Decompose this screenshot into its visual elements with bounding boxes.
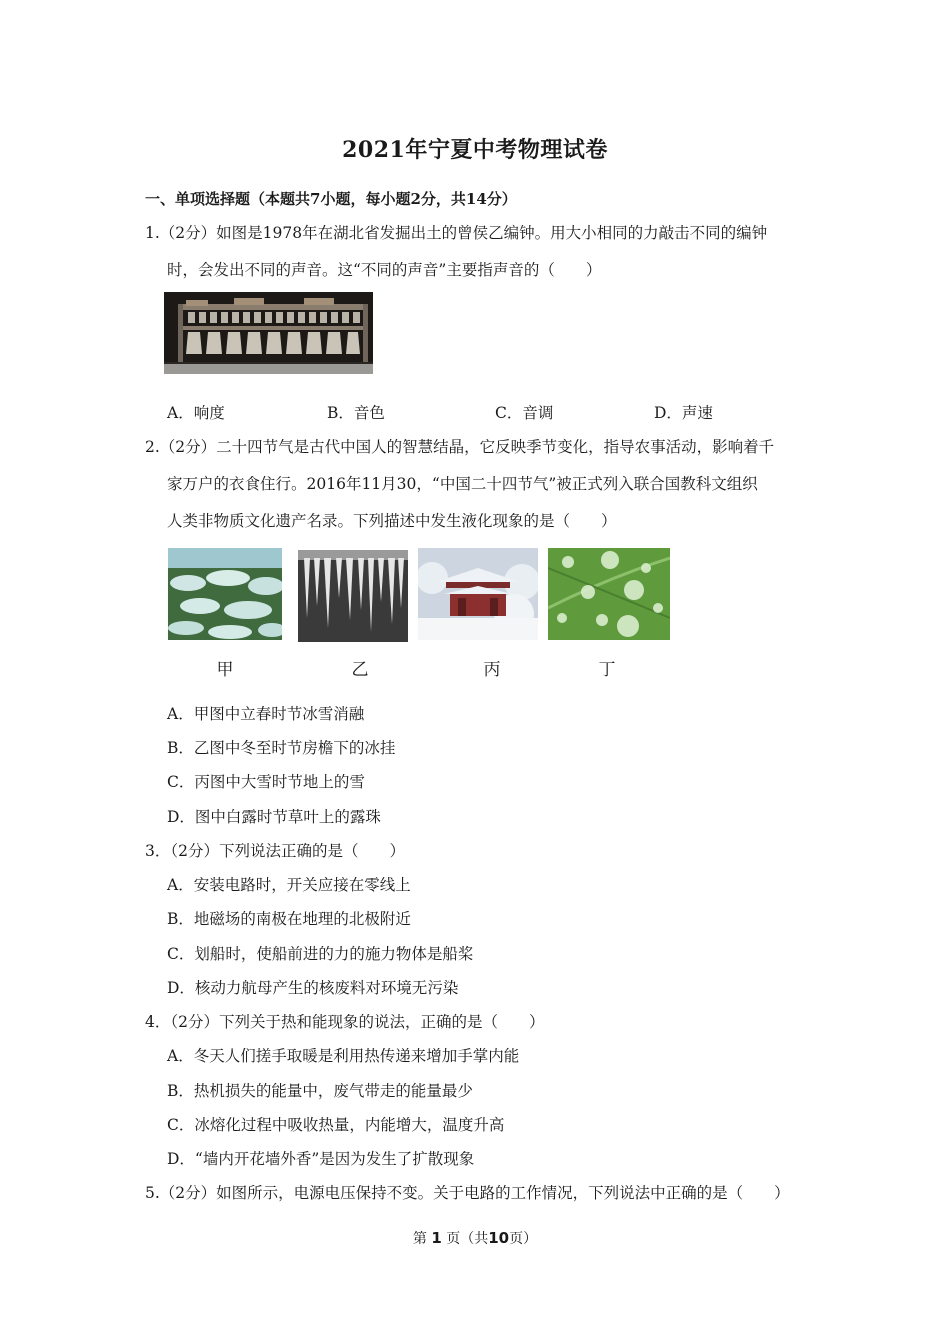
question-2-option-b[interactable]: B．乙图中冬至时节房檐下的冰挂	[167, 739, 396, 757]
question-2-line-3: 人类非物质文化遗产名录。下列描述中发生液化现象的是（ ）	[167, 512, 617, 530]
question-2-option-c[interactable]: C．丙图中大雪时节地上的雪	[167, 773, 365, 791]
question-1-line-1: 1.（2分）如图是1978年在湖北省发掘出土的曾侯乙编钟。用大小相同的力敲击不同的编钟	[145, 224, 768, 242]
question-2-line-2: 家万户的衣食住行。2016年11月30，“中国二十四节气”被正式列入联合国教科文组织	[167, 475, 758, 493]
question-5-line-1: 5.（2分）如图所示，电源电压保持不变。关于电路的工作情况，下列说法中正确的是（ ）	[145, 1184, 790, 1202]
footer-page-number: 1	[431, 1229, 442, 1247]
snowy-pavilion-image	[418, 548, 538, 640]
footer-mid: 页（共	[446, 1231, 489, 1247]
question-3-option-a[interactable]: A．安装电路时，开关应接在零线上	[167, 876, 411, 894]
question-1-line-2: 时，会发出不同的声音。这“不同的声音”主要指声音的（ ）	[167, 261, 602, 279]
dewdrops-leaf-image	[548, 548, 670, 640]
caption-jia: 甲	[216, 660, 234, 680]
bianzhong-bells-image	[164, 292, 373, 374]
page-footer	[0, 1228, 950, 1248]
page-title: 2021年宁夏中考物理试卷	[342, 137, 608, 163]
question-3-option-c[interactable]: C．划船时，使船前进的力的施力物体是船桨	[167, 945, 474, 963]
question-3-option-d[interactable]: D．核动力航母产生的核废料对环境无污染	[167, 979, 459, 997]
question-1-option-d[interactable]: D．声速	[654, 404, 713, 422]
question-4-option-c[interactable]: C．冰熔化过程中吸收热量，内能增大，温度升高	[167, 1116, 505, 1134]
footer-total-pages: 10	[488, 1229, 510, 1247]
question-3-option-b[interactable]: B．地磁场的南极在地理的北极附近	[167, 910, 411, 928]
question-1-option-b[interactable]: B．音色	[327, 404, 385, 422]
melting-ice-image	[168, 548, 282, 640]
icicles-image	[298, 550, 408, 642]
question-1-option-c[interactable]: C．音调	[495, 404, 554, 422]
question-2-line-1: 2.（2分）二十四节气是古代中国人的智慧结晶，它反映季节变化，指导农事活动，影响着千	[145, 438, 775, 456]
caption-yi: 乙	[351, 660, 369, 680]
footer-prefix: 第	[412, 1231, 427, 1247]
question-4-option-d[interactable]: D．“墙内开花墙外香”是因为发生了扩散现象	[167, 1150, 475, 1168]
caption-ding: 丁	[598, 660, 616, 680]
question-3-line-1: 3．（2分）下列说法正确的是（ ）	[145, 842, 405, 860]
caption-bing: 丙	[483, 660, 501, 680]
question-4-option-a[interactable]: A．冬天人们搓手取暖是利用热传递来增加手掌内能	[167, 1047, 520, 1065]
question-4-line-1: 4．（2分）下列关于热和能现象的说法，正确的是（ ）	[145, 1013, 545, 1031]
question-4-option-b[interactable]: B．热机损失的能量中，废气带走的能量最少	[167, 1082, 473, 1100]
question-2-option-d[interactable]: D．图中白露时节草叶上的露珠	[167, 808, 381, 826]
section-heading: 一、单项选择题（本题共7小题，每小题2分，共14分）	[145, 190, 517, 208]
footer-suffix: 页）	[509, 1231, 538, 1247]
question-1-option-a[interactable]: A．响度	[167, 404, 225, 422]
question-2-option-a[interactable]: A．甲图中立春时节冰雪消融	[167, 705, 365, 723]
